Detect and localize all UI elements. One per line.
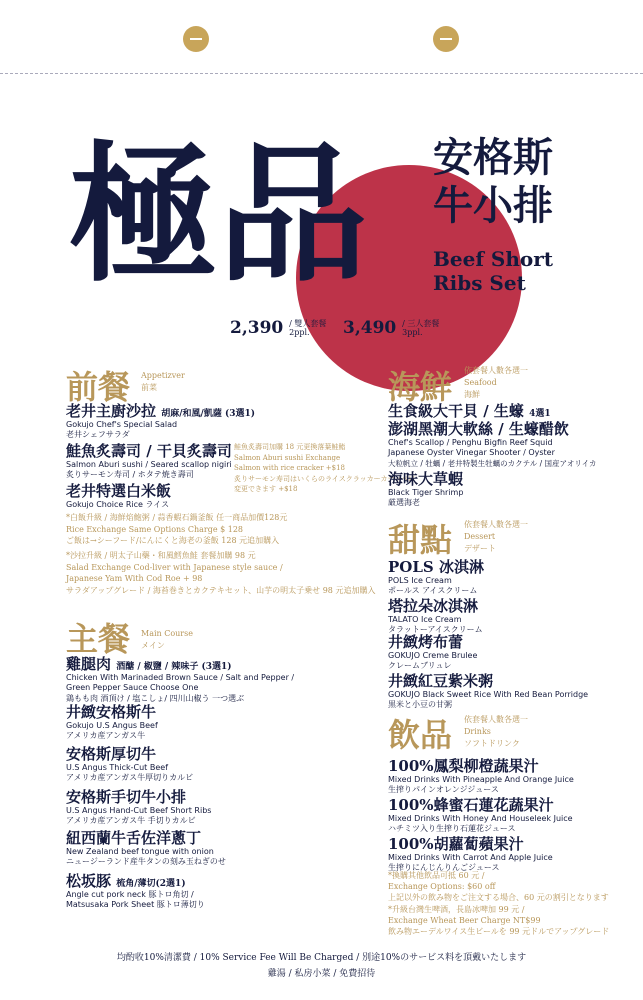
seafood-item-scallop: 生食級大干貝 / 生蠔 4選1 <box>388 402 551 420</box>
main-item-pork: 松坂豚 梳角/薄切(2選1) Angle cut pork neck 豚トロ角切 / Matsusaka Pork Sheet 豚トロ薄切り <box>66 872 205 910</box>
binder-hole-left-icon <box>183 26 209 52</box>
section-title-drinks: 飲品 <box>388 716 453 754</box>
section-title-seafood: 海鮮 <box>388 368 453 406</box>
section-sub-main: Main Course メイン <box>141 629 193 650</box>
appetizer-note-rice: *白飯升級 / 海鮮焰鮑粥 / 蒜香蝦石鍋釜飯 任一商品加價128元 Rice Exchange Same Options Charge $ 128 ご飯は→シーフード/にんにくと海老の釜飯 128 元追加購入 <box>66 513 288 546</box>
dashed-divider <box>0 73 643 74</box>
price-three-person: 3,490 / 三人套餐 3ppl. <box>343 318 440 338</box>
seafood-item-shrimp: 海味大草蝦 Black Tiger Shrimp 厳選海老 <box>388 470 464 508</box>
dessert-item-pols: POLS 冰淇淋 POLS Ice Cream ポールス アイスクリーム <box>388 558 484 596</box>
title-cn-line1: 安格斯 <box>433 134 553 181</box>
big-title-right: 品 <box>218 127 369 303</box>
main-item-chicken: 雞腿肉 酒醣 / 椒鹽 / 辣味子 (3選1) Chicken With Marinaded Brown Sauce / Salt and Pepper / Green Pepper Sauce Choose One 鶏もも肉 酒頂け / 塩こしょ/ 四川山椒う 一つ選ぶ <box>66 655 295 703</box>
section-sub-seafood: 依套餐人數各選一 Seafood 海鮮 <box>464 366 528 399</box>
main-item-thick-cut: 安格斯厚切牛 U.S Angus Thick-Cut Beef アメリカ産アンガス牛厚切りカルビ <box>66 745 194 783</box>
dessert-item-brulee: 井緻烤布蕾 GOKUJO Creme Brulee クレームブリュレ <box>388 633 478 671</box>
dessert-item-porridge: 井緻紅豆紫米粥 GOKUJO Black Sweet Rice With Red Bean Porridge 黒米と小豆の甘粥 <box>388 672 589 710</box>
main-item-angus: 井緻安格斯牛 Gokujo U.S Angus Beef アメリカ産アンガス牛 <box>66 703 158 741</box>
title-en-line1: Beef Short <box>433 247 554 271</box>
appetizer-item-sushi: 鮭魚炙壽司 / 干貝炙壽司 Salmon Aburi sushi / Seared scallop nigiri 炙りサーモン寿司 / ホタテ焼き壽司 <box>66 442 232 480</box>
appetizer-item-salad: 老井主廚沙拉 胡麻/和風/凱薩 (3選1) Gokujo Chef's Special Salad 老井シェフサラダ <box>66 402 255 440</box>
big-title-left: 極 <box>68 127 219 303</box>
section-title-dessert: 甜點 <box>388 521 453 559</box>
main-item-beef-tongue: 紐西蘭牛舌佐洋蔥丁 New Zealand beef tongue with onion ニュージーランド産牛タンの刻み玉ねぎのせ <box>66 829 226 867</box>
main-item-short-ribs: 安格斯手切牛小排 U.S Angus Hand-Cut Beef Short Ribs アメリカ産アンガス牛 手切りカルビ <box>66 788 212 826</box>
section-sub-dessert: 依套餐人數各選一 Dessert デザート <box>464 520 528 553</box>
footer-service-fee: 均酌收10%清潔費 / 10% Service Fee Will Be Charged / 別途10%のサービス料を頂戴いたします <box>116 953 527 963</box>
drinks-item-pineapple: 100%鳳梨柳橙蔬果汁 Mixed Drinks With Pineapple And Orange Juice 生搾りパインオレンジジュース <box>388 757 574 795</box>
title-cn-line2: 牛小排 <box>433 182 553 229</box>
section-sub-appetizer: Appetizver 前菜 <box>141 371 185 392</box>
section-title-appetizer: 前餐 <box>66 368 131 406</box>
drinks-item-carrot: 100%胡蘿蔔蘋果汁 Mixed Drinks With Carrot And Apple Juice 生搾りにんじんりんごジュース <box>388 835 553 873</box>
title-en-line2: Ribs Set <box>433 271 526 295</box>
drinks-note: *換購其他飲品可抵 60 元 / Exchange Options: $60 off 上記以外の飲み物をご注文する場合、60 元の割引となります *升級台灣生啤酒，長島冰啤加 99 元 / Exchange Wheat Beer Charge NT$99 飲み物エーデルワイス生ビールを 99 元ドルでアップグレード <box>388 871 610 936</box>
dessert-item-talato: 塔拉朵冰淇淋 TALATO Ice Cream タラットーアイスクリーム <box>388 597 483 635</box>
footer-free-items: 雞湯 / 私房小菜 / 免費招待 <box>267 969 376 979</box>
appetizer-note-salad: *沙拉升級 / 明太子山藥・和風鱈魚鮭 套餐加購 98 元 Salad Exchange Cod-liver with Japanese style sauce / Japanese Yam With Cod Roe + 98 サラダアップグレード / 海苔巻きとカクテキセット、山芋の明太子乗せ 98 元追加購入 <box>66 551 376 595</box>
section-title-main: 主餐 <box>66 620 131 658</box>
binder-hole-right-icon <box>433 26 459 52</box>
price-two-person: 2,390 / 雙人套餐 2ppl. <box>230 318 327 338</box>
seafood-item-squid: 澎湖黑潮大軟絲 / 生蠔醋飲 Chef's Scallop / Penghu Bigfin Reef Squid Japanese Oyster Vinegar Shooter / Oyster 大粒帆立 / 牡蠣 / 老井特製生牡蠣のカクテル / 国産アオリイカ <box>388 420 597 468</box>
drinks-item-honey: 100%蜂蜜石蓮花蔬果汁 Mixed Drinks With Honey And Houseleek Juice ハチミツ入り生搾り石蓮花ジュース <box>388 796 573 834</box>
appetizer-item-rice: 老井特選白米飯 Gokujo Choice Rice ライス <box>66 482 172 509</box>
section-sub-drinks: 依套餐人數各選一 Drinks ソフトドリンク <box>464 715 528 748</box>
appetizer-side-note: 鮭魚炙壽司加購 18 元更換落葉鮭鮨 Salmon Aburi sushi Exchange Salmon with rice cracker +$18 炙りサーモン寿司はいくらのライスクラッカーカナッペに 変更できます +$18 <box>234 443 416 493</box>
